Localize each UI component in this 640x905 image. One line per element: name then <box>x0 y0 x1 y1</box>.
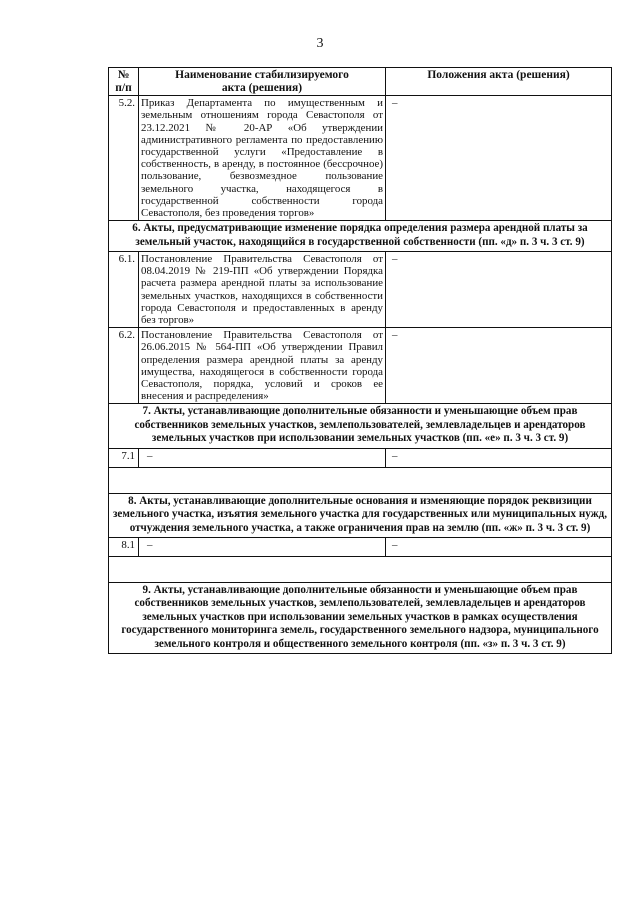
act-name: Постановление Правительства Севастополя от 08.04.2019 № 219-ПП «Об утверждении Порядка расчета размера арендной платы за использование земельных участков, находящихся в собственности города Севастополя и предоставленных в аренду без торгов» <box>139 252 386 328</box>
section-reference: (пп. «д» п. 3 ч. 3 ст. 9) <box>478 235 585 248</box>
row-number: 6.2. <box>109 328 139 404</box>
section-title: 7. Акты, устанавливающие дополнительные обязанности и уменьшающие объем прав собственников земельных участков, землепользователей, землевладельцев и арендаторов земельных участков при использовании земельных участков <box>134 405 586 445</box>
header-act-name: Наименование стабилизируемого акта (решения) <box>139 68 386 96</box>
table-row <box>109 537 612 556</box>
page-number: 3 <box>316 36 324 51</box>
act-name: – <box>139 448 386 467</box>
row-number: 5.2. <box>109 96 139 221</box>
section-title: 6. Акты, предусматривающие изменение порядка определения размера арендной платы за земельный участок, находящийся в государственной собственности <box>132 222 588 248</box>
act-name: Приказ Департамента по имущественным и земельным отношениям города Севастополя от 23.12.2021 № 20-АР «Об утверждении административного регламента по предоставлению государственной услуги «Предоставление в собственность, в аренду, в постоянное (бессрочное) пользование, безвозмездное пользование земельного участка, находящегося в государственной собственности города Севастополя, без проведения торгов» <box>139 96 386 221</box>
section-heading-row <box>109 404 612 448</box>
act-name: – <box>139 537 386 556</box>
act-provisions: – <box>386 96 612 221</box>
section-reference: (пп. «ж» п. 3 ч. 3 ст. 9) <box>481 521 591 534</box>
table-row <box>109 448 612 467</box>
act-provisions: – <box>386 328 612 404</box>
header-provisions: Положения акта (решения) <box>386 68 612 96</box>
stabilized-acts-table <box>108 67 612 654</box>
section-heading <box>109 221 612 252</box>
section-heading <box>109 493 612 537</box>
section-heading-row <box>109 221 612 252</box>
section-heading-row <box>109 493 612 537</box>
section-heading <box>109 582 612 653</box>
row-number: 6.1. <box>109 252 139 328</box>
act-provisions: – <box>386 448 612 467</box>
spacer-row <box>109 556 612 582</box>
act-name: Постановление Правительства Севастополя от 26.06.2015 № 564-ПП «Об утверждении Правил определения размера арендной платы за аренду имущества, находящегося в собственности города Севастополя, порядка, условий и сроков ее внесения и распределения» <box>139 328 386 404</box>
table-header-row <box>109 68 612 96</box>
table-row <box>109 328 612 404</box>
row-number: 7.1 <box>109 448 139 467</box>
section-title: 9. Акты, устанавливающие дополнительные обязанности и уменьшающие объем прав собственников земельных участков, землепользователей, землевладельцев и арендаторов земельных участков при использовании земельных участков в рамках осуществления государственного мониторинга земель, государственного земельного надзора, муниципального земельного контроля и общественного земельного контроля <box>121 583 599 650</box>
section-title: 8. Акты, устанавливающие дополнительные основания и изменяющие порядок реквизиции земельного участка, изъятия земельного участка для государственных или муниципальных нужд, отчуждения земельного участка, а также ограничения прав на землю <box>112 494 608 534</box>
header-number: № п/п <box>109 68 139 96</box>
row-number: 8.1 <box>109 537 139 556</box>
table-row <box>109 252 612 328</box>
spacer-row <box>109 467 612 493</box>
act-provisions: – <box>386 537 612 556</box>
table-row <box>109 96 612 221</box>
section-reference: (пп. «е» п. 3 ч. 3 ст. 9) <box>462 432 569 445</box>
section-heading-row <box>109 582 612 653</box>
section-reference: (пп. «з» п. 3 ч. 3 ст. 9) <box>460 637 566 650</box>
section-heading <box>109 404 612 448</box>
act-provisions: – <box>386 252 612 328</box>
